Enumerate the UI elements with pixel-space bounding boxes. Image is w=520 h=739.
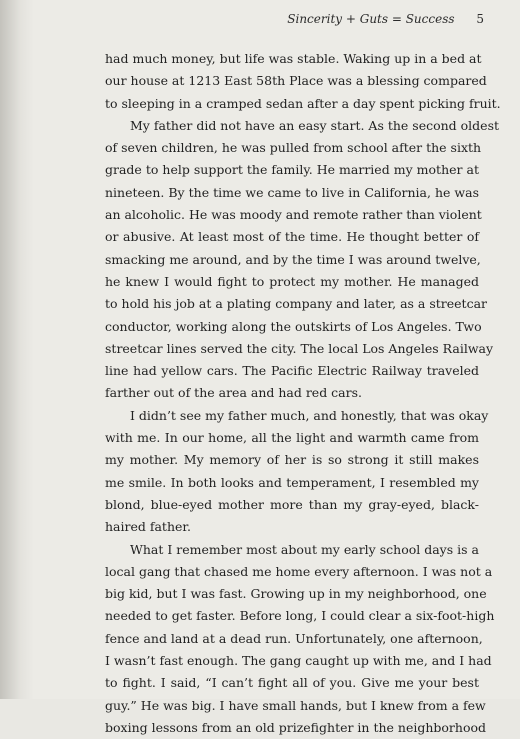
text-line: haired father. bbox=[105, 519, 191, 535]
text-line: had much money, but life was stable. Waking up in a bed at bbox=[105, 51, 482, 66]
text-line: fence and land at a dead run. Unfortunately, one afternoon, bbox=[105, 630, 483, 646]
text-line: nineteen. By the time we came to live in California, he was bbox=[105, 184, 479, 200]
text-line: conductor, working along the outskirts of Los Angeles. Two bbox=[105, 318, 482, 334]
text-line: grade to help support the family. He married my mother at bbox=[105, 162, 479, 178]
text-line: smacking me around, and by the time I was around twelve, bbox=[105, 251, 481, 267]
text-line: my mother. My memory of her is so strong it still makes bbox=[105, 452, 479, 468]
text-line: line had yellow cars. The Pacific Electric Railway traveled bbox=[105, 363, 479, 379]
text-line: guy.” He was big. I have small hands, but I knew from a few bbox=[105, 697, 486, 713]
text-line: to fight. I said, “I can’t fight all of you. Give me your best bbox=[105, 675, 479, 691]
text-line: to sleeping in a cramped sedan after a day spent picking fruit. bbox=[105, 95, 501, 111]
text-line: I wasn’t fast enough. The gang caught up with me, and I had bbox=[105, 653, 492, 669]
text-line: with me. In our home, all the light and warmth came from bbox=[105, 430, 479, 446]
text-line: or abusive. At least most of the time. He thought better of bbox=[105, 229, 479, 245]
text-line: streetcar lines served the city. The local Los Angeles Railway bbox=[105, 340, 494, 356]
text-line: farther out of the area and had red cars. bbox=[105, 385, 362, 401]
body-text bbox=[105, 48, 501, 739]
text-line: to hold his job at a plating company and later, as a streetcar bbox=[105, 296, 488, 312]
text-line: boxing lessons from an old prizefighter in the neighborhood bbox=[105, 719, 487, 735]
text-line: needed to get faster. Before long, I could clear a six-foot-high bbox=[105, 608, 495, 624]
text-line: My father did not have an easy start. As the second oldest bbox=[130, 117, 500, 133]
text-line: he knew I would fight to protect my mother. He managed bbox=[105, 273, 479, 289]
text-line: I didn’t see my father much, and honestly, that was okay bbox=[130, 407, 489, 423]
text-line: local gang that chased me home every afternoon. I was not a bbox=[105, 563, 493, 579]
text-line: an alcoholic. He was moody and remote rather than violent bbox=[105, 207, 482, 223]
text-line: me smile. In both looks and temperament, I resembled my bbox=[105, 474, 479, 490]
text-line: big kid, but I was fast. Growing up in my neighborhood, one bbox=[105, 586, 487, 602]
running-head bbox=[287, 12, 484, 26]
gutter-shadow bbox=[0, 0, 34, 699]
page-number: 5 bbox=[476, 12, 484, 26]
running-head-title: Sincerity + Guts = Success bbox=[287, 12, 455, 26]
text-line: of seven children, he was pulled from school after the sixth bbox=[105, 140, 482, 156]
text-line: What I remember most about my early school days is a bbox=[130, 541, 479, 557]
text-line: our house at 1213 East 58th Place was a blessing compared bbox=[105, 73, 487, 89]
text-line: blond, blue-eyed mother more than my gray-eyed, black- bbox=[105, 496, 479, 512]
